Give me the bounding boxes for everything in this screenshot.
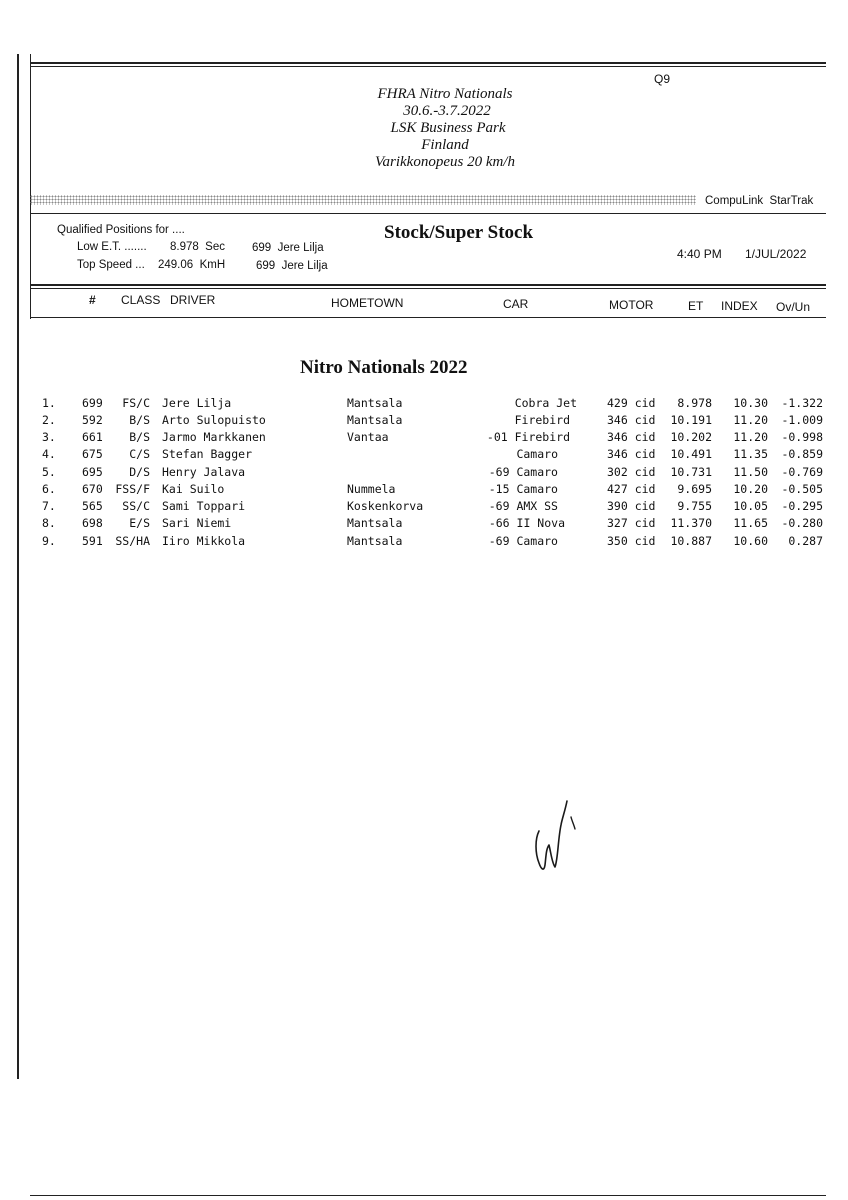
table-row (0, 413, 848, 430)
index: 11.50 (733, 465, 768, 479)
class: SS/C (122, 499, 150, 513)
car-number: 699 (82, 396, 103, 410)
car-number: 675 (82, 447, 103, 461)
index: 10.05 (733, 499, 768, 513)
class: SS/HA (115, 534, 150, 548)
et: 11.370 (670, 516, 712, 530)
event-header (330, 86, 560, 171)
car-number: 591 (82, 534, 103, 548)
col-driver: DRIVER (170, 293, 216, 307)
car-number: 592 (82, 413, 103, 427)
position: 9. (42, 534, 56, 548)
position: 2. (42, 413, 56, 427)
low-et-value: 8.978 Sec (170, 241, 225, 253)
et: 10.202 (670, 430, 712, 444)
position: 8. (42, 516, 56, 530)
position: 5. (42, 465, 56, 479)
driver: Iiro Mikkola (162, 534, 246, 548)
car: Cobra Jet (514, 396, 577, 410)
over-under: -0.505 (781, 482, 823, 496)
driver: Henry Jalava (162, 465, 246, 479)
top-speed-value: 249.06 KmH (158, 259, 226, 271)
event-dates: 30.6.-3.7.2022 (403, 103, 491, 119)
car: -66 II Nova (488, 516, 565, 530)
motor: 390 cid (607, 499, 656, 513)
driver: Arto Sulopuisto (162, 413, 266, 427)
report-date: 1/JUL/2022 (745, 247, 807, 261)
section-rule-2b (30, 288, 826, 289)
over-under: -0.295 (781, 499, 823, 513)
et: 9.695 (677, 482, 712, 496)
index: 11.20 (733, 430, 768, 444)
hometown: Koskenkorva (347, 499, 424, 513)
hometown: Mantsala (347, 396, 403, 410)
over-under: -0.280 (781, 516, 823, 530)
report-time: 4:40 PM (677, 247, 722, 261)
driver: Sari Niemi (162, 516, 232, 530)
table-row (0, 465, 848, 482)
car: -69 AMX SS (488, 499, 558, 513)
table-row (0, 534, 848, 551)
et: 10.731 (670, 465, 712, 479)
car: Camaro (516, 447, 558, 461)
hometown: Mantsala (347, 534, 403, 548)
position: 3. (42, 430, 56, 444)
position: 6. (42, 482, 56, 496)
car-number: 695 (82, 465, 103, 479)
position: 4. (42, 447, 56, 461)
col-class: CLASS (121, 293, 161, 307)
driver: Sami Toppari (162, 499, 246, 513)
car: -69 Camaro (488, 534, 558, 548)
section-title: Nitro Nationals 2022 (300, 357, 468, 378)
class: B/S (129, 430, 150, 444)
over-under: -0.769 (781, 465, 823, 479)
low-et-driver: 699 Jere Lilja (252, 242, 324, 254)
low-et-label: Low E.T. ....... (77, 241, 147, 253)
table-row (0, 482, 848, 499)
table-row (0, 516, 848, 533)
motor: 427 cid (607, 482, 656, 496)
event-name: FHRA Nitro Nationals (377, 86, 513, 102)
inner-left-line (30, 54, 31, 319)
driver: Stefan Bagger (162, 447, 253, 461)
class: D/S (129, 465, 150, 479)
car: -15 Camaro (488, 482, 558, 496)
et: 10.191 (670, 413, 712, 427)
et: 10.491 (670, 447, 712, 461)
motor: 327 cid (607, 516, 656, 530)
top-speed-driver: 699 Jere Lilja (256, 260, 328, 272)
top-rule (30, 62, 826, 64)
index: 11.65 (733, 516, 768, 530)
index: 10.20 (733, 482, 768, 496)
qualified-label: Qualified Positions for .... (57, 224, 185, 236)
class: E/S (129, 516, 150, 530)
col-index: INDEX (721, 299, 758, 313)
motor: 302 cid (607, 465, 656, 479)
motor: 429 cid (607, 396, 656, 410)
class: B/S (129, 413, 150, 427)
index: 10.60 (733, 534, 768, 548)
col-et: ET (688, 299, 704, 313)
col-ovun: Ov/Un (776, 300, 811, 314)
sheet-code: Q9 (654, 72, 671, 86)
driver: Kai Suilo (162, 482, 225, 496)
section-rule-3 (30, 317, 826, 318)
over-under: -1.322 (781, 396, 823, 410)
position: 7. (42, 499, 56, 513)
et: 10.887 (670, 534, 712, 548)
car: -69 Camaro (488, 465, 558, 479)
section-rule-2 (30, 284, 826, 286)
car: -01 Firebird (486, 430, 570, 444)
index: 10.30 (733, 396, 768, 410)
table-row (0, 447, 848, 464)
top-speed-label: Top Speed ... (77, 259, 145, 271)
hometown: Mantsala (347, 516, 403, 530)
position: 1. (42, 396, 56, 410)
motor: 346 cid (607, 413, 656, 427)
table-row (0, 396, 848, 413)
left-margin-line (17, 54, 19, 1079)
col-num: # (89, 293, 96, 307)
motor: 350 cid (607, 534, 656, 548)
event-pit-speed: Varikkonopeus 20 km/h (375, 154, 515, 170)
col-motor: MOTOR (609, 298, 654, 312)
driver: Jere Lilja (162, 396, 232, 410)
index: 11.35 (733, 447, 768, 461)
class: FS/C (122, 396, 150, 410)
car-number: 661 (82, 430, 103, 444)
index: 11.20 (733, 413, 768, 427)
handwritten-signature (525, 795, 585, 880)
over-under: 0.287 (788, 534, 823, 548)
top-rule-2 (30, 66, 826, 67)
motor: 346 cid (607, 430, 656, 444)
over-under: -0.859 (781, 447, 823, 461)
hometown: Mantsala (347, 413, 403, 427)
car-number: 670 (82, 482, 103, 496)
system-name: CompuLink StarTrak (705, 195, 814, 207)
over-under: -0.998 (781, 430, 823, 444)
section-rule-1 (30, 213, 826, 214)
col-hometown: HOMETOWN (331, 296, 404, 310)
hometown: Nummela (347, 482, 396, 496)
col-car: CAR (503, 297, 529, 311)
table-row (0, 499, 848, 516)
hometown: Vantaa (347, 430, 389, 444)
motor: 346 cid (607, 447, 656, 461)
et: 9.755 (677, 499, 712, 513)
event-country: Finland (421, 137, 469, 153)
car: Firebird (514, 413, 570, 427)
class: FSS/F (115, 482, 150, 496)
driver: Jarmo Markkanen (162, 430, 266, 444)
car-number: 698 (82, 516, 103, 530)
dotted-band (30, 195, 696, 205)
et: 8.978 (677, 396, 712, 410)
over-under: -1.009 (781, 413, 823, 427)
bottom-rule (30, 1195, 826, 1196)
class: C/S (129, 447, 150, 461)
event-venue: LSK Business Park (390, 120, 506, 136)
car-number: 565 (82, 499, 103, 513)
table-row (0, 430, 848, 447)
category-title: Stock/Super Stock (384, 222, 534, 243)
